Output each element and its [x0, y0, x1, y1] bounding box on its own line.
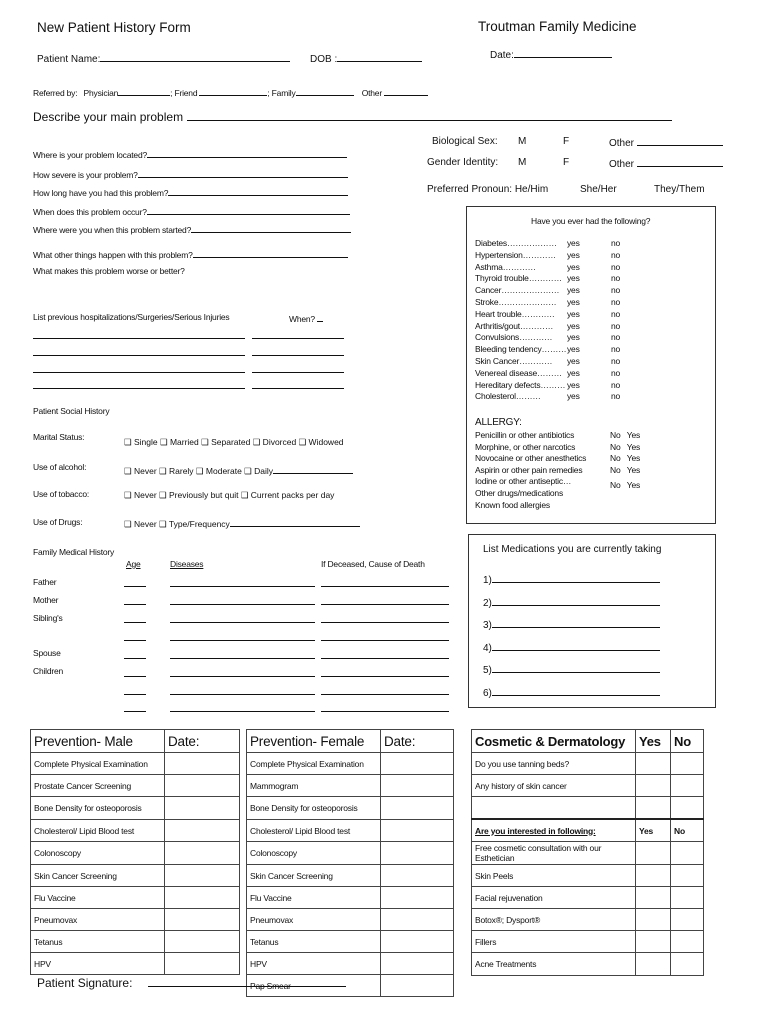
- drugs-options[interactable]: ❑ Never ❑ Type/Frequency: [124, 517, 360, 530]
- family-deceased-line[interactable]: [321, 658, 449, 659]
- condition-no[interactable]: no: [611, 320, 621, 331]
- family-diseases-header: Diseases: [170, 559, 204, 569]
- prevention-item: Complete Physical Examination: [31, 753, 165, 775]
- family-age-line[interactable]: [124, 586, 146, 587]
- medication-line[interactable]: 3): [483, 618, 660, 631]
- family-deceased-line[interactable]: [321, 586, 449, 587]
- prevention-date-cell[interactable]: [381, 909, 454, 931]
- referred-physician: Physician: [83, 88, 119, 98]
- referred-other: Other: [361, 88, 382, 98]
- alcohol-label: Use of alcohol:: [33, 462, 87, 472]
- prevention-date-cell[interactable]: [165, 797, 240, 820]
- condition-name: Skin Cancer…………: [475, 356, 553, 366]
- gender-label: Gender Identity:: [427, 157, 499, 168]
- cosmetic-no-cell[interactable]: [671, 909, 704, 931]
- family-deceased-line[interactable]: [321, 711, 449, 712]
- family-deceased-line[interactable]: [321, 640, 449, 641]
- prevention-item: Pneumovax: [31, 909, 165, 931]
- cosmetic-item: Acne Treatments: [472, 953, 636, 976]
- medications-title: List Medications you are currently taking: [483, 544, 662, 555]
- allergy-title: ALLERGY:: [475, 417, 522, 428]
- allergy-name: Penicillin or other antibiotics: [475, 430, 575, 440]
- cosmetic-no-cell[interactable]: [671, 953, 704, 976]
- family-father: Father: [33, 577, 57, 587]
- condition-no[interactable]: no: [611, 391, 621, 402]
- allergy-answer[interactable]: No Yes: [610, 453, 641, 463]
- prevention-item: Cholesterol/ Lipid Blood test: [31, 820, 165, 842]
- condition-name: Cancer…………………: [475, 285, 560, 296]
- cosmetic-interest-label: Are you interested in following:: [472, 819, 636, 842]
- hosp-when-line[interactable]: [252, 388, 344, 389]
- alcohol-options[interactable]: ❑ Never ❑ Rarely ❑ Moderate ❑ Daily: [124, 464, 353, 477]
- marital-options[interactable]: ❑ Single ❑ Married ❑ Separated ❑ Divorced ❑ Widowed: [124, 437, 344, 447]
- cosmetic-no-cell[interactable]: [671, 775, 704, 797]
- prevention-item: Cholesterol/ Lipid Blood test: [247, 820, 381, 842]
- prevention-female-table: [246, 729, 454, 997]
- medications-box: [468, 534, 716, 708]
- family-deceased-header: If Deceased, Cause of Death: [321, 559, 425, 569]
- condition-name: Heart trouble…………: [475, 308, 555, 319]
- prevention-date-cell[interactable]: [381, 842, 454, 865]
- family-children: Children: [33, 666, 64, 676]
- prevention-date-cell[interactable]: [381, 797, 454, 820]
- cosmetic-yes-header: Yes: [636, 730, 671, 753]
- prevention-date-cell[interactable]: [165, 820, 240, 842]
- prevention-date-cell[interactable]: [381, 865, 454, 887]
- question-other-things[interactable]: What other things happen with this problem?: [33, 248, 348, 260]
- prevention-date-cell[interactable]: [165, 909, 240, 931]
- cosmetic-item: Facial rejuvenation: [472, 887, 636, 909]
- condition-yes[interactable]: yes: [567, 261, 580, 272]
- cosmetic-yes-cell[interactable]: [636, 887, 671, 909]
- prevention-item: HPV: [31, 953, 165, 975]
- cosmetic-yes-cell[interactable]: [636, 842, 671, 865]
- signature-label: Patient Signature:: [37, 976, 133, 990]
- allergy-answer[interactable]: No Yes: [610, 441, 641, 452]
- condition-yes[interactable]: yes: [567, 249, 580, 260]
- family-disease-line[interactable]: [170, 676, 315, 677]
- family-age-line[interactable]: [124, 711, 146, 712]
- condition-yes[interactable]: yes: [567, 367, 580, 378]
- cosmetic-interest-yes: Yes: [636, 819, 671, 842]
- pronoun-she[interactable]: She/Her: [580, 184, 617, 195]
- cosmetic-no-cell[interactable]: [671, 887, 704, 909]
- condition-name: Stroke…………………: [475, 297, 557, 307]
- prevention-date-cell[interactable]: [165, 775, 240, 797]
- prevention-item: Pneumovax: [247, 909, 381, 931]
- condition-no[interactable]: no: [611, 379, 621, 390]
- prevention-item: Complete Physical Examination: [247, 753, 381, 775]
- cosmetic-yes-cell[interactable]: [636, 931, 671, 953]
- condition-name: Convulsions…………: [475, 332, 553, 343]
- bio-sex-m[interactable]: M: [518, 136, 527, 147]
- date-field[interactable]: [490, 48, 612, 61]
- condition-no[interactable]: no: [611, 249, 621, 260]
- tobacco-options[interactable]: ❑ Never ❑ Previously but quit ❑ Current packs per day: [124, 490, 335, 500]
- prevention-item: Tetanus: [31, 931, 165, 953]
- cosmetic-item: Fillers: [472, 931, 636, 953]
- cosmetic-item: Botox®; Dysport®: [472, 909, 636, 931]
- question-severity[interactable]: How severe is your problem?: [33, 168, 348, 180]
- family-title: Family Medical History: [33, 547, 115, 557]
- family-age-line[interactable]: [124, 676, 146, 677]
- prevention-item: Pap Smear: [247, 975, 381, 997]
- condition-no[interactable]: no: [611, 356, 621, 366]
- question-onset[interactable]: Where were you when this problem started?: [33, 223, 351, 235]
- conditions-title: Have you ever had the following?: [531, 216, 651, 226]
- drugs-label: Use of Drugs:: [33, 517, 83, 527]
- family-age-line[interactable]: [124, 658, 146, 659]
- prevention-date-cell[interactable]: [381, 820, 454, 842]
- cosmetic-yes-cell[interactable]: [636, 865, 671, 887]
- condition-yes[interactable]: yes: [567, 332, 580, 343]
- prevention-date-cell[interactable]: [381, 887, 454, 909]
- referred-label: Referred by:: [33, 88, 78, 98]
- allergy-answer[interactable]: No Yes: [610, 480, 641, 490]
- prevention-item: Flu Vaccine: [247, 887, 381, 909]
- condition-no[interactable]: no: [611, 344, 621, 355]
- condition-name: Thyroid trouble…………: [475, 273, 562, 284]
- condition-name: Bleeding tendency………: [475, 344, 567, 355]
- allergy-name: Known food allergies: [475, 500, 550, 510]
- prevention-date-cell[interactable]: [165, 887, 240, 909]
- referred-friend: ; Friend: [170, 88, 198, 98]
- hosp-line[interactable]: [33, 355, 245, 356]
- prevention-female-date-header: Date:: [381, 730, 454, 753]
- hosp-line[interactable]: [33, 338, 245, 339]
- condition-yes[interactable]: yes: [567, 297, 580, 307]
- bio-sex-label: Biological Sex:: [432, 136, 498, 147]
- allergy-name: Aspirin or other pain remedies: [475, 464, 583, 475]
- condition-yes[interactable]: yes: [567, 320, 580, 331]
- cosmetic-no-cell[interactable]: [671, 931, 704, 953]
- allergy-name: Other drugs/medications: [475, 488, 563, 498]
- patient-name-field[interactable]: [37, 52, 290, 65]
- family-spouse: Spouse: [33, 648, 61, 658]
- family-deceased-line[interactable]: [321, 694, 449, 695]
- condition-no[interactable]: no: [611, 367, 621, 378]
- condition-no[interactable]: no: [611, 273, 621, 284]
- date-label: Date:: [490, 50, 514, 61]
- prevention-date-cell[interactable]: [165, 842, 240, 865]
- prevention-date-cell[interactable]: [381, 775, 454, 797]
- prevention-male-date-header: Date:: [165, 730, 240, 753]
- prevention-date-cell[interactable]: [381, 753, 454, 775]
- condition-yes[interactable]: yes: [567, 273, 580, 284]
- marital-label: Marital Status:: [33, 432, 85, 442]
- cosmetic-interest-no: No: [671, 819, 704, 842]
- prevention-item: Colonoscopy: [247, 842, 381, 865]
- prevention-item: Colonoscopy: [31, 842, 165, 865]
- cosmetic-no-cell[interactable]: [671, 753, 704, 775]
- family-deceased-line[interactable]: [321, 622, 449, 623]
- medication-line[interactable]: 2): [483, 596, 660, 609]
- family-deceased-line[interactable]: [321, 604, 449, 605]
- prevention-item: Prostate Cancer Screening: [31, 775, 165, 797]
- social-title: Patient Social History: [33, 406, 110, 416]
- condition-yes[interactable]: yes: [567, 344, 580, 355]
- cosmetic-yes-cell[interactable]: [636, 909, 671, 931]
- allergy-name: Morphine, or other narcotics: [475, 441, 576, 452]
- bio-sex-other[interactable]: Other: [609, 136, 723, 149]
- family-age-header: Age: [126, 559, 141, 569]
- allergy-name: Iodine or other antiseptic…: [475, 476, 572, 486]
- question-duration[interactable]: How long have you had this problem?: [33, 186, 348, 198]
- cosmetic-title: Cosmetic & Dermatology: [472, 730, 636, 753]
- condition-yes[interactable]: yes: [567, 356, 580, 366]
- hospitalizations-when: When?: [289, 312, 323, 324]
- prevention-male-title: Prevention- Male: [31, 730, 165, 753]
- family-age-line[interactable]: [124, 604, 146, 605]
- condition-name: Hereditary defects………: [475, 379, 566, 390]
- condition-yes[interactable]: yes: [567, 285, 580, 296]
- family-disease-line[interactable]: [170, 604, 315, 605]
- medication-line[interactable]: 6): [483, 686, 660, 699]
- tobacco-label: Use of tobacco:: [33, 489, 90, 499]
- family-siblings: Sibling's: [33, 613, 63, 623]
- condition-name: Venereal disease………: [475, 367, 562, 378]
- main-problem-field[interactable]: [33, 110, 672, 124]
- bio-sex-f[interactable]: F: [563, 136, 570, 147]
- prevention-date-cell[interactable]: [381, 931, 454, 953]
- cosmetic-no-header: No: [671, 730, 704, 753]
- family-mother: Mother: [33, 595, 59, 605]
- condition-no[interactable]: no: [611, 238, 621, 248]
- prevention-item: Skin Cancer Screening: [31, 865, 165, 887]
- prevention-item: Tetanus: [247, 931, 381, 953]
- prevention-item: Flu Vaccine: [31, 887, 165, 909]
- cosmetic-q-skin-cancer: Any history of skin cancer: [472, 775, 636, 797]
- question-location[interactable]: Where is your problem located?: [33, 148, 347, 160]
- question-occurrence[interactable]: When does this problem occur?: [33, 205, 350, 217]
- hosp-when-line[interactable]: [252, 372, 344, 373]
- condition-name: Asthma…………: [475, 261, 536, 272]
- hosp-when-line[interactable]: [252, 338, 344, 339]
- family-disease-line[interactable]: [170, 711, 315, 712]
- pronoun-label[interactable]: Preferred Pronoun: He/Him: [427, 184, 549, 195]
- condition-no[interactable]: no: [611, 261, 621, 272]
- prevention-item: Bone Density for osteoporosis: [31, 797, 165, 820]
- family-age-line[interactable]: [124, 694, 146, 695]
- condition-name: Arthritis/gout…………: [475, 320, 554, 331]
- dob-label: DOB :: [310, 54, 338, 65]
- prevention-date-cell[interactable]: [381, 953, 454, 975]
- clinic-name: Troutman Family Medicine: [478, 19, 637, 34]
- prevention-item: Bone Density for osteoporosis: [247, 797, 381, 820]
- signature-field[interactable]: [37, 976, 346, 990]
- dob-field[interactable]: [310, 52, 422, 65]
- family-disease-line[interactable]: [170, 640, 315, 641]
- medication-line[interactable]: 4): [483, 641, 660, 654]
- prevention-date-cell[interactable]: [165, 931, 240, 953]
- cosmetic-item: Free cosmetic consultation with our Esthetician: [472, 842, 636, 865]
- prevention-male-table: [30, 729, 240, 975]
- hosp-when-line[interactable]: [252, 355, 344, 356]
- cosmetic-yes-cell[interactable]: [636, 753, 671, 775]
- cosmetic-yes-cell[interactable]: [636, 775, 671, 797]
- prevention-female-title: Prevention- Female: [247, 730, 381, 753]
- family-age-line[interactable]: [124, 622, 146, 623]
- cosmetic-no-cell[interactable]: [671, 842, 704, 865]
- condition-yes[interactable]: yes: [567, 391, 580, 402]
- hospitalizations-label: List previous hospitalizations/Surgeries/Serious Injuries: [33, 312, 230, 322]
- condition-no[interactable]: no: [611, 332, 621, 343]
- form-title: New Patient History Form: [37, 20, 191, 35]
- prevention-item: Mammogram: [247, 775, 381, 797]
- gender-m[interactable]: M: [518, 157, 527, 168]
- family-disease-line[interactable]: [170, 622, 315, 623]
- family-age-line[interactable]: [124, 640, 146, 641]
- family-disease-line[interactable]: [170, 694, 315, 695]
- cosmetic-table: [471, 729, 704, 976]
- condition-yes[interactable]: yes: [567, 308, 580, 319]
- prevention-date-cell[interactable]: [165, 865, 240, 887]
- condition-name: Cholesterol………: [475, 391, 541, 402]
- allergy-name: Novocaine or other anesthetics: [475, 453, 587, 463]
- allergy-answer[interactable]: No Yes: [610, 430, 641, 440]
- family-deceased-line[interactable]: [321, 676, 449, 677]
- allergy-answer[interactable]: No Yes: [610, 464, 641, 475]
- pronoun-they[interactable]: They/Them: [654, 184, 705, 195]
- question-worse-better: What makes this problem worse or better?: [33, 266, 185, 276]
- medication-line[interactable]: 5): [483, 663, 660, 676]
- cosmetic-item: Skin Peels: [472, 865, 636, 887]
- hosp-line[interactable]: [33, 372, 245, 373]
- condition-yes[interactable]: yes: [567, 379, 580, 390]
- family-disease-line[interactable]: [170, 586, 315, 587]
- condition-name: Hypertension…………: [475, 249, 556, 260]
- condition-no[interactable]: no: [611, 297, 621, 307]
- cosmetic-no-cell[interactable]: [671, 865, 704, 887]
- prevention-date-cell[interactable]: [381, 975, 454, 997]
- gender-other[interactable]: Other: [609, 157, 723, 170]
- referred-by-row[interactable]: [33, 86, 428, 98]
- main-problem-label: Describe your main problem: [33, 110, 184, 124]
- prevention-date-cell[interactable]: [165, 953, 240, 975]
- condition-name: Diabetes………………: [475, 238, 557, 248]
- cosmetic-yes-cell[interactable]: [636, 953, 671, 976]
- family-disease-line[interactable]: [170, 658, 315, 659]
- prevention-item: HPV: [247, 953, 381, 975]
- cosmetic-q-tanning: Do you use tanning beds?: [472, 753, 636, 775]
- prevention-item: Skin Cancer Screening: [247, 865, 381, 887]
- condition-no[interactable]: no: [611, 308, 621, 319]
- patient-name-label: Patient Name:: [37, 54, 101, 65]
- referred-family: ; Family: [267, 88, 296, 98]
- gender-f[interactable]: F: [563, 157, 570, 168]
- condition-no[interactable]: no: [611, 285, 621, 296]
- prevention-date-cell[interactable]: [165, 753, 240, 775]
- medication-line[interactable]: 1): [483, 573, 660, 586]
- condition-yes[interactable]: yes: [567, 238, 580, 248]
- hosp-line[interactable]: [33, 388, 245, 389]
- conditions-box: [466, 206, 716, 524]
